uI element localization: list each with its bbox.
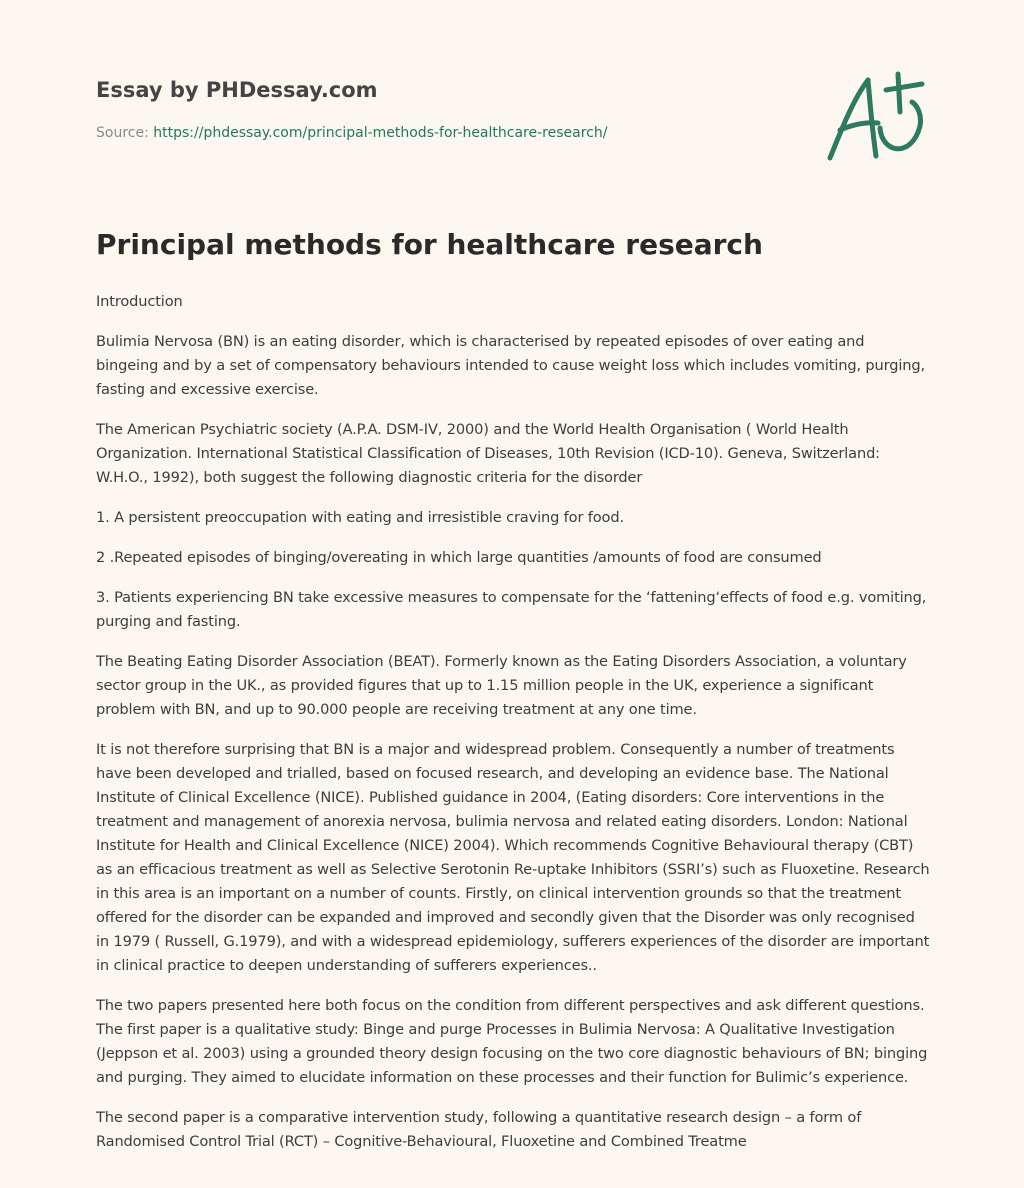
essay-title: Principal methods for healthcare research [96,228,763,261]
source-line [96,122,796,144]
source-label: Source: [96,125,149,141]
site-title: Essay by PHDessay.com [96,78,378,102]
a-plus-logo-svg [820,68,930,168]
paragraph: The American Psychiatric society (A.P.A. DSM-IV, 2000) and the World Health Organisation ( World Health Organization. International Statistical Classification of Diseases, 10th Revision (ICD-10). Geneva, Switzerland: W.H.O., 1992), both suggest the following diagnostic criteria for the disorder [96,421,880,486]
paragraph: The Beating Eating Disorder Association (BEAT). Formerly known as the Eating Disorders Association, a voluntary sector group in the UK., as provided figures that up to 1.15 million people in the UK, experience a significant problem with BN, and up to 90.000 people are receiving treatment at any one time. [96,653,907,718]
paragraph: The two papers presented here both focus on the condition from different perspectives and ask different questions. The first paper is a qualitative study: Binge and purge Processes in Bulimia Nervosa: A Qualitative Investigation (Jeppson et al. 2003) using a grounded theory design focusing on the two core diagnostic behaviours of BN; binging and purging. They aimed to elucidate information on these processes and their function for Bulimic’s experience. [96,997,928,1086]
paragraph-criteria-2: 2 .Repeated episodes of binging/overeating in which large quantities /amounts of food are consumed [96,549,822,566]
paragraph-criteria-3: 3. Patients experiencing BN take excessive measures to compensate for the ‘fattening‘effects of food e.g. vomiting, purging and fasting. [96,589,927,630]
a-plus-logo-icon [820,68,930,168]
paragraph-criteria-1: 1. A persistent preoccupation with eating and irresistible craving for food. [96,509,624,526]
paragraph: Bulimia Nervosa (BN) is an eating disorder, which is characterised by repeated episodes of over eating and bingeing and by a set of compensatory behaviours intended to cause weight loss which includes vomiting, purging, fasting and excessive exercise. [96,333,925,398]
paragraph-introduction: Introduction [96,293,183,310]
header [96,72,796,144]
paragraph: The second paper is a comparative intervention study, following a quantitative research design – a form of Randomised Control Trial (RCT) – Cognitive-Behavioural, Fluoxetine and Combined Treatme [96,1109,862,1150]
article [96,222,931,1170]
paragraph: It is not therefore surprising that BN is a major and widespread problem. Consequently a number of treatments have been developed and trialled, based on focused research, and developing an evidence base. The National Institute of Clinical Excellence (NICE). Published guidance in 2004, (Eating disorders: Core interventions in the treatment and management of anorexia nervosa, bulimia nervosa and related eating disorders. London: National Institute for Health and Clinical Excellence (NICE) 2004). Which recommends Cognitive Behavioural therapy (CBT) as an efficacious treatment as well as Selective Serotonin Re-uptake Inhibitors (SSRI’s) such as Fluoxetine. Research in this area is an important on a number of counts. Firstly, on clinical intervention grounds so that the treatment offered for the disorder can be expanded and improved and secondly given that the Disorder was only recognised in 1979 ( Russell, G.1979), and with a widespread epidemiology, sufferers experiences of the disorder are important in clinical practice to deepen understanding of sufferers experiences.. [96,741,930,974]
source-link[interactable]: https://phdessay.com/principal-methods-for-healthcare-research/ [153,125,608,141]
